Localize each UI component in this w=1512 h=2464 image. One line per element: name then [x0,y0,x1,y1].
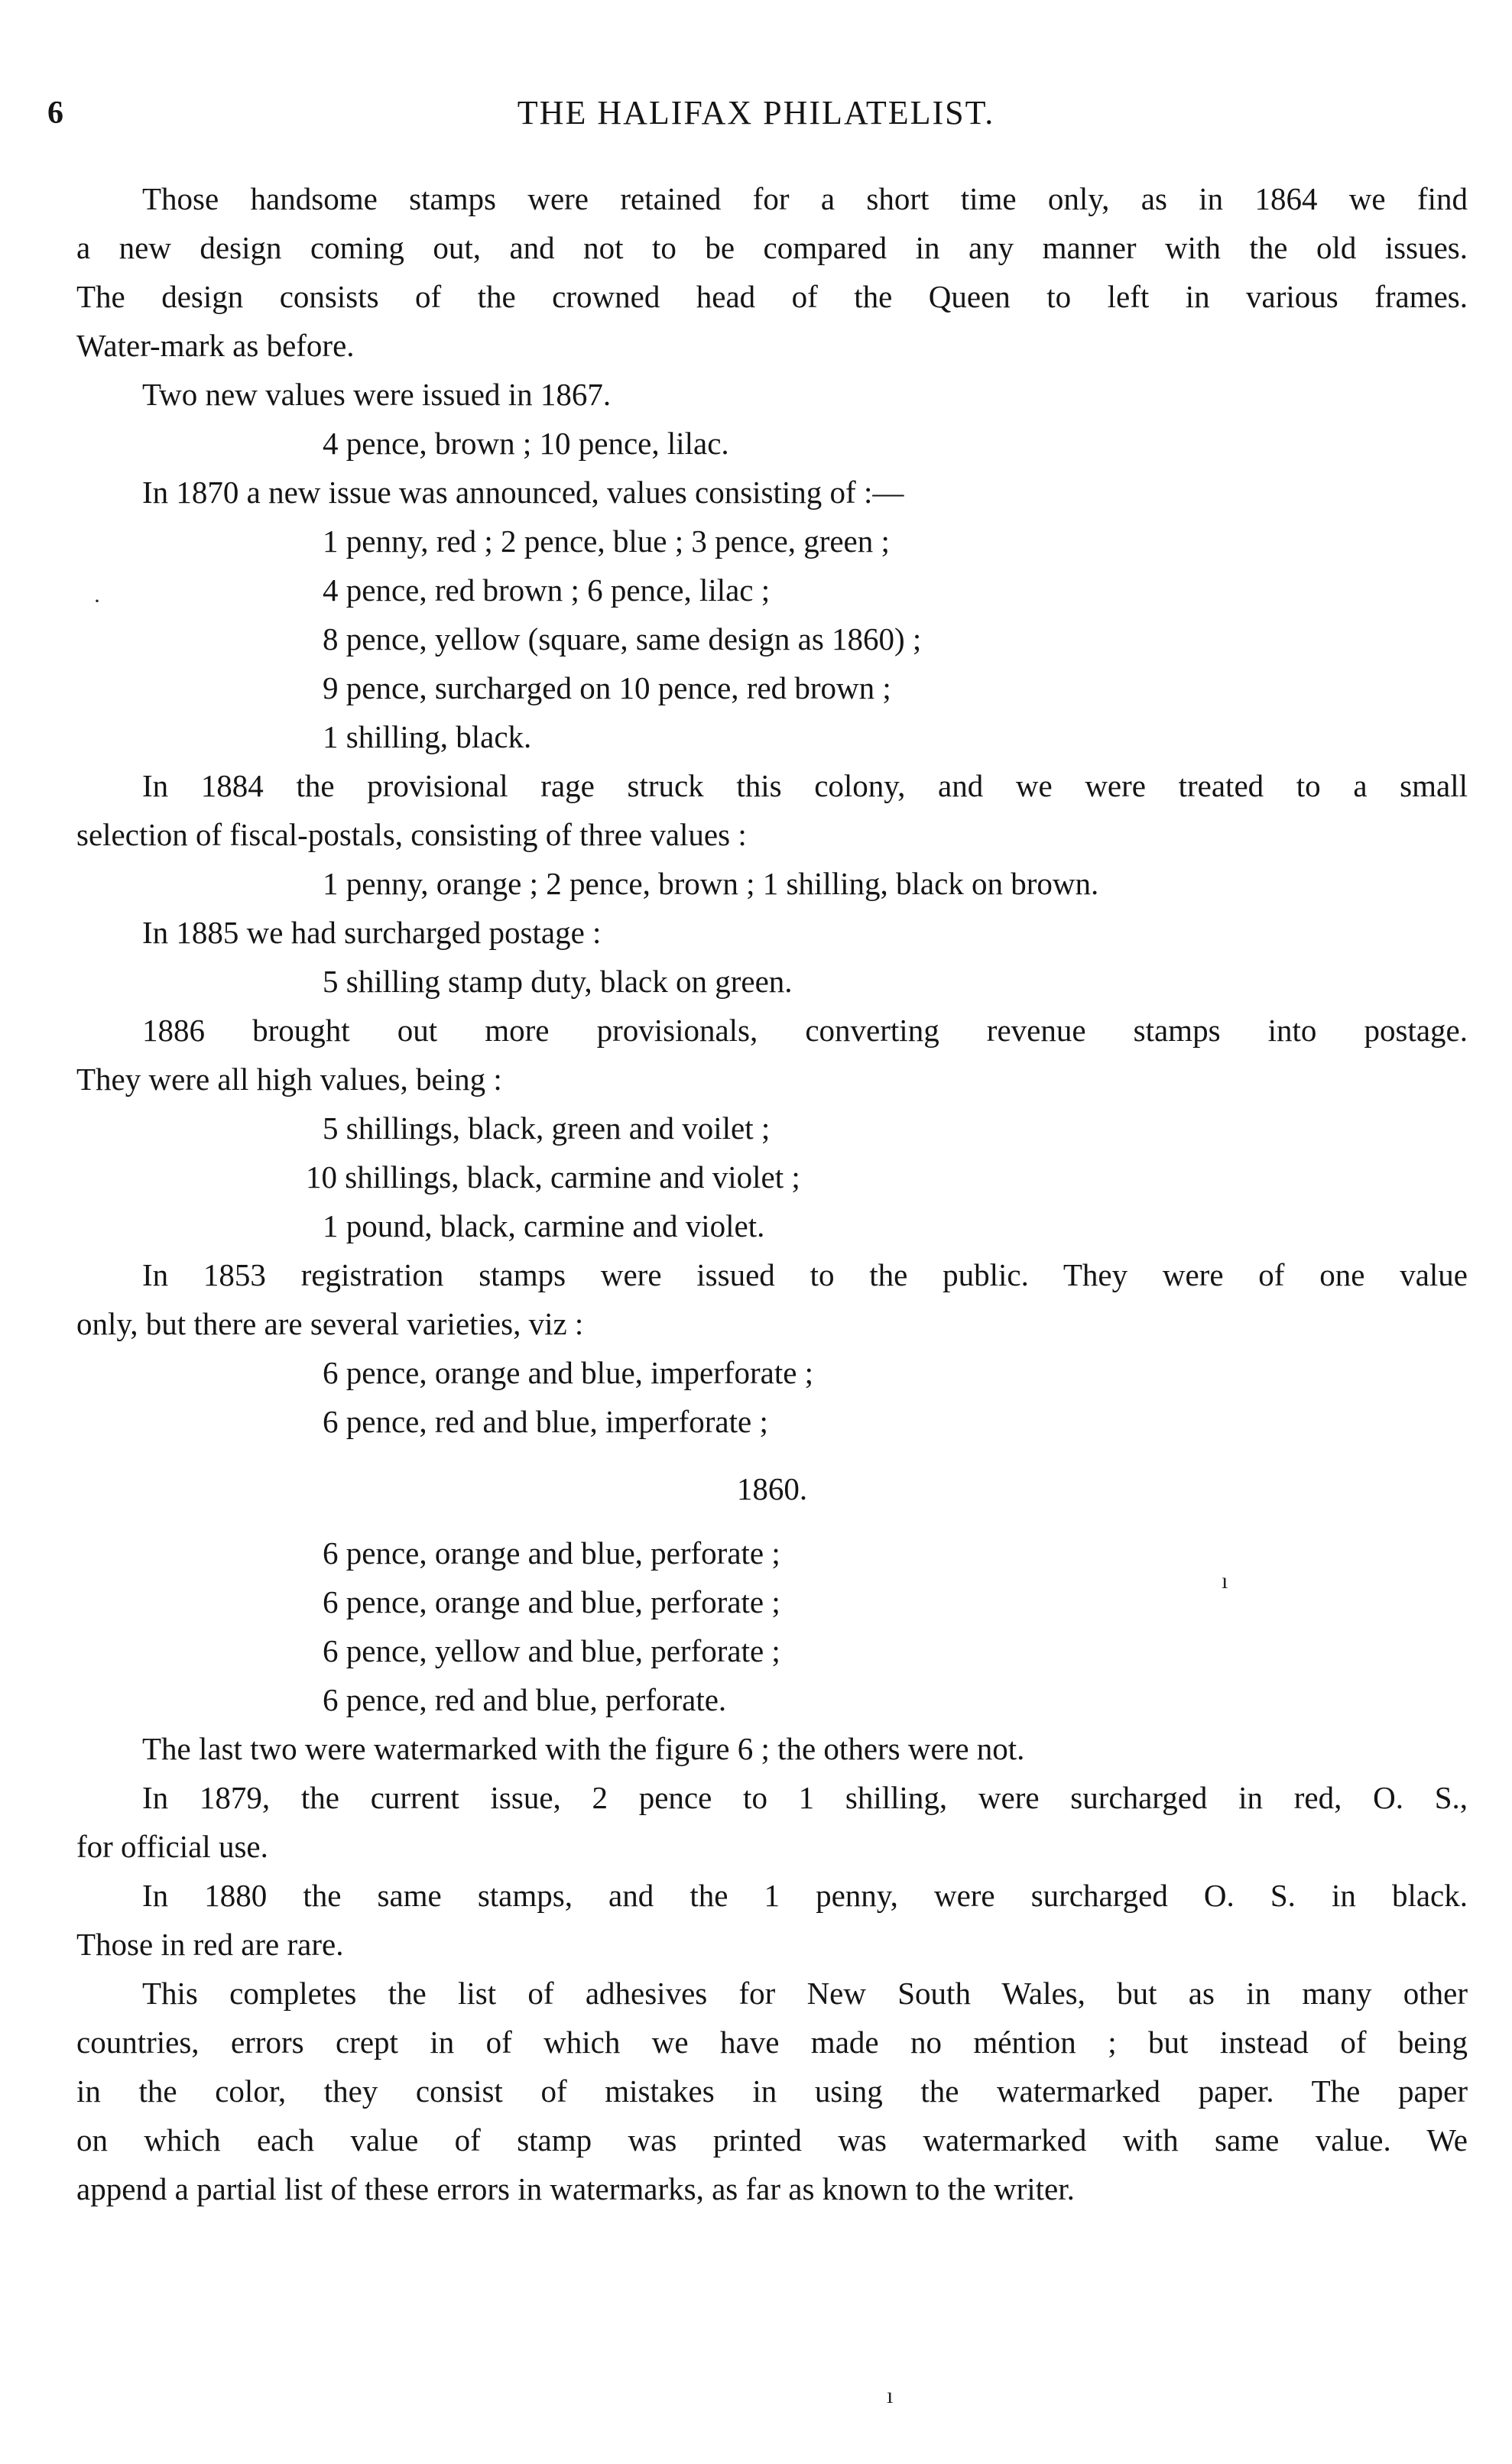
ink-speck: · [93,588,101,614]
list-item: 5 shilling stamp duty, black on green. [323,964,793,999]
list-item: 6 pence, red and blue, imperforate ; [323,1404,768,1439]
paragraph-line: In 1870 a new issue was announced, values consisting of :— [142,475,904,510]
year-heading: 1860. [736,1471,808,1506]
page-header [0,90,1512,136]
list-item: 1 penny, orange ; 2 pence, brown ; 1 shilling, black on brown. [323,866,1099,901]
list-item: 6 pence, yellow and blue, perforate ; [323,1633,780,1668]
list-item: 1 penny, red ; 2 pence, blue ; 3 pence, green ; [323,524,890,559]
paragraph-line: Water-mark as before. [76,328,355,363]
ink-speck: ı [1222,1568,1228,1593]
list-item: 1 pound, black, carmine and violet. [323,1208,765,1243]
paragraph-line: The design consists of the crowned head of the Queen to left in various frames. [76,279,1468,314]
paragraph-line: in the color, they consist of mistakes in using the watermarked paper. The paper [76,2073,1468,2109]
paragraph-line: Those handsome stamps were retained for a short time only, as in 1864 we find [142,181,1468,216]
paragraph-line: on which each value of stamp was printed was watermarked with same value. We [76,2122,1468,2158]
paragraph-line: append a partial list of these errors in watermarks, as far as known to the writer. [76,2171,1075,2206]
list-item: 4 pence, red brown ; 6 pence, lilac ; [323,572,771,608]
paragraph-line: Two new values were issued in 1867. [142,377,612,412]
paragraph-line: Those in red are rare. [76,1927,344,1962]
list-item: 6 pence, red and blue, perforate. [323,1682,727,1717]
article-body [76,174,1468,2213]
list-item: 6 pence, orange and blue, imperforate ; [323,1355,814,1390]
paragraph-line: selection of fiscal-postals, consisting of three values : [76,817,747,852]
paragraph-line: They were all high values, being : [76,1062,502,1097]
paragraph-line: In 1884 the provisional rage struck this colony, and we were treated to a small [142,768,1468,803]
paragraph-line: In 1853 registration stamps were issued to the public. They were of one value [142,1257,1468,1292]
paragraph-line: countries, errors crept in of which we have made no méntion ; but instead of being [76,2025,1468,2060]
paragraph-line: only, but there are several varieties, viz : [76,1306,584,1341]
paragraph-line: In 1880 the same stamps, and the 1 penny, were surcharged O. S. in black. [142,1878,1468,1913]
list-item: 6 pence, orange and blue, perforate ; [323,1584,780,1619]
list-item: 9 pence, surcharged on 10 pence, red brown ; [323,670,891,705]
paragraph-line: a new design coming out, and not to be compared in any manner with the old issues. [76,230,1468,265]
page-number: 6 [47,96,63,131]
paragraph-line: 1886 brought out more provisionals, converting revenue stamps into postage. [142,1013,1468,1048]
paragraph-line: for official use. [76,1829,268,1864]
paragraph-line: The last two were watermarked with the figure 6 ; the others were not. [142,1731,1025,1766]
list-item: 8 pence, yellow (square, same design as 1860) ; [323,621,922,657]
list-item: 4 pence, brown ; 10 pence, lilac. [323,426,729,461]
paragraph-line: This completes the list of adhesives for New South Wales, but as in many other [142,1976,1468,2011]
list-item: 5 shillings, black, green and voilet ; [323,1110,771,1146]
paragraph-line: In 1879, the current issue, 2 pence to 1 shilling, were surcharged in red, O. S., [142,1780,1468,1815]
ink-speck: ı [887,2383,894,2408]
list-item: 10 shillings, black, carmine and violet ; [306,1159,800,1195]
paragraph-line: In 1885 we had surcharged postage : [142,915,602,950]
list-item: 6 pence, orange and blue, perforate ; [323,1535,780,1571]
list-item: 1 shilling, black. [323,719,532,754]
running-title: THE HALIFAX PHILATELIST. [517,94,995,131]
